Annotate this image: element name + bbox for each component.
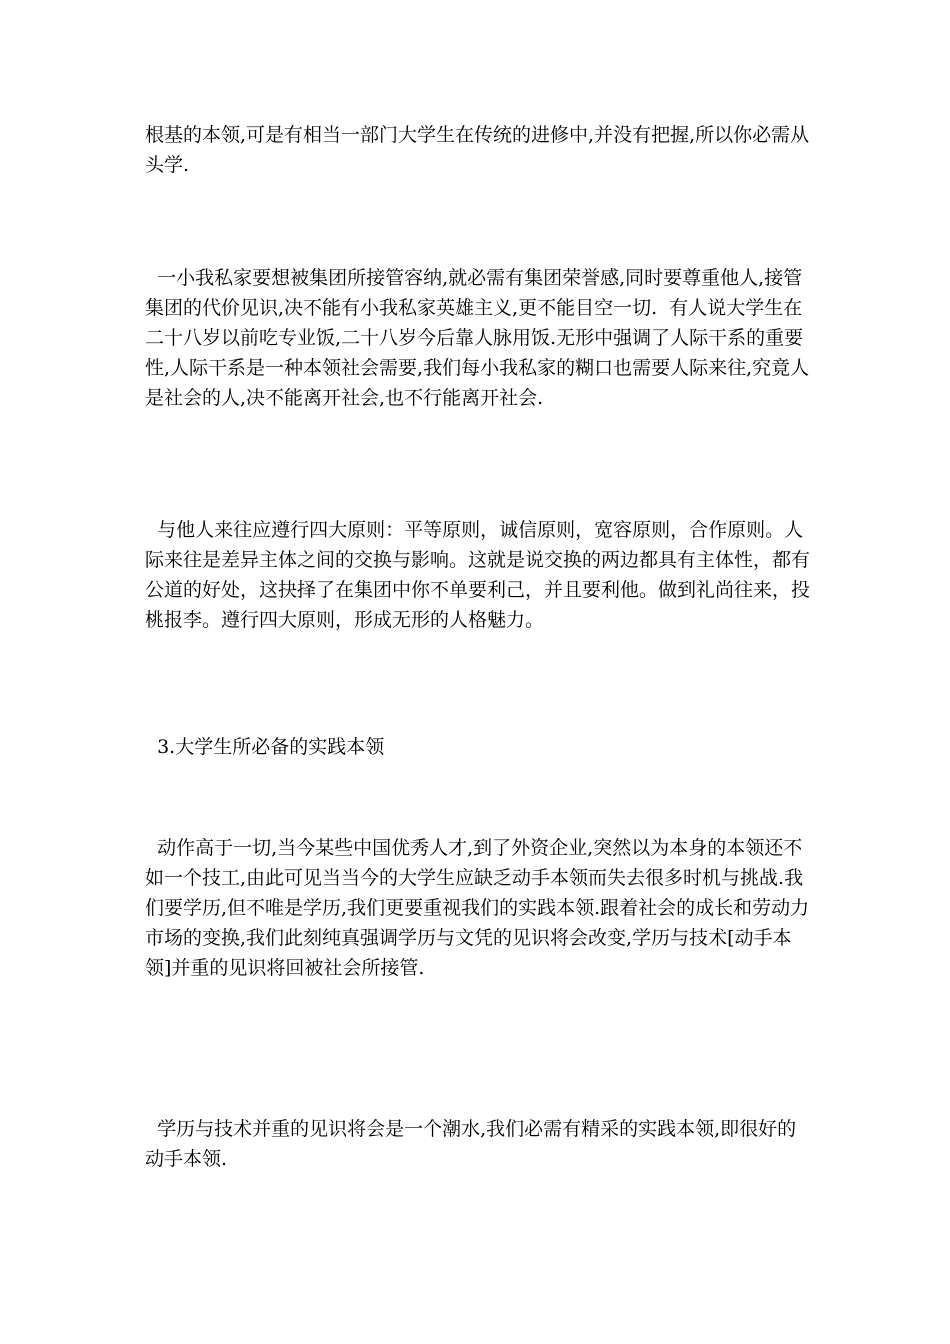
- paragraph-1: 根基的本领,可是有相当一部门大学生在传统的进修中,并没有把握,所以你必需从头学.: [145, 124, 810, 176]
- section-heading: 3.大学生所必备的实践本领: [145, 736, 385, 758]
- paragraph-5: 动作高于一切,当今某些中国优秀人才,到了外资企业,突然以为本身的本领还不如一个技工,由此可见当当今的大学生应缺乏动手本领而失去很多时机与挑战.我们要学历,但不唯是学历,我们更要重视我们的实践本领.跟着社会的成长和劳动力市场的变换,我们此刻纯真强调学历与文凭的见识将会改变,学历与技术[动手本领]并重的见识将回被社会所接管.: [145, 837, 810, 979]
- paragraph-6: 学历与技术并重的见识将会是一个潮水,我们必需有精采的实践本领,即很好的动手本领.: [145, 1118, 797, 1170]
- paragraph-2: 一小我私家要想被集团所接管容纳,就必需有集团荣誉感,同时要尊重他人,接管集团的代价见识,决不能有小我私家英雄主义,更不能目空一切. 有人说大学生在二十八岁以前吃专业饭,二十八岁今后靠人脉用饭.无形中强调了人际干系的重要性,人际干系是一种本领社会需要,我们每小我私家的糊口也需要人际来往,究竟人是社会的人,决不能离开社会,也不行能离开社会.: [145, 267, 810, 409]
- paragraph-3: 与他人来往应遵行四大原则：平等原则，诚信原则，宽容原则，合作原则。人际来往是差异主体之间的交换与影响。这就是说交换的两边都具有主体性，都有公道的好处，这抉择了在集团中你不单要利己，并且要利他。做到礼尚往来，投桃报李。遵行四大原则，形成无形的人格魅力。: [145, 519, 811, 631]
